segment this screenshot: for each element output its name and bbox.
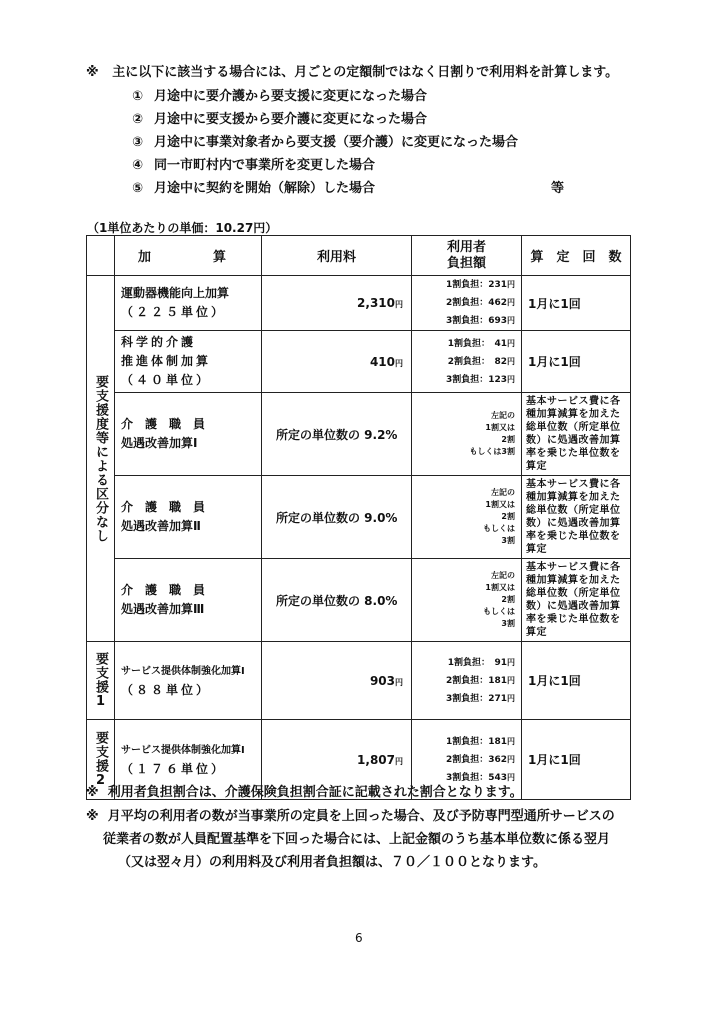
unit-price-note: （1単位あたりの単価：10.27円）: [87, 221, 278, 235]
fee-percent: 所定の単位数の 9.0%: [262, 476, 412, 559]
list-item: ④ 同一市町村内で事業所を変更した場合: [132, 158, 376, 173]
etc-label: 等: [551, 181, 565, 196]
footnote-2-line3: （又は翌々月）の利用料及び利用者負担額は、７０／１００となります。: [118, 855, 546, 870]
burden-text: 左記の 1割又は 2割 もしくは3割: [412, 393, 522, 476]
table-row: [87, 393, 631, 476]
fee-percent: 所定の単位数の 8.0%: [262, 559, 412, 642]
fee-percent: 所定の単位数の 9.2%: [262, 393, 412, 476]
intro-note: [86, 64, 618, 82]
count-value: 1月に1回: [522, 720, 631, 800]
kasan-name: 介 護 職 員 処遇改善加算Ⅱ: [115, 476, 262, 559]
burden-amount: 1割負担： 41円 2割負担： 82円 3割負担：123円: [412, 331, 522, 393]
burden-text: 左記の 1割又は 2割 もしくは 3割: [412, 559, 522, 642]
list-item: ③ 月途中に事業対象者から要支援（要介護）に変更になった場合: [132, 135, 519, 150]
burden-amount: 1割負担：181円 2割負担：362円 3割負担：543円: [412, 720, 522, 800]
count-value: 1月に1回: [522, 642, 631, 720]
fee-amount: 410円: [262, 331, 412, 393]
note-mark: ※: [86, 65, 99, 80]
table-header-row: [87, 236, 631, 276]
count-value: 1月に1回: [522, 276, 631, 331]
intro-heading: 主に以下に該当する場合には、月ごとの定額制ではなく日割りで利用料を計算します。: [112, 65, 619, 80]
burden-amount: 1割負担：231円 2割負担：462円 3割負担：693円: [412, 276, 522, 331]
kasan-name: サービス提供体制強化加算Ⅰ （８８単位）: [115, 642, 262, 720]
table-row: [87, 331, 631, 393]
kasan-name: 科学的介護 推進体制加算 （４０単位）: [115, 331, 262, 393]
page-number: 6: [355, 931, 363, 945]
count-text: 基本サービス費に各種加算減算を加えた総単位数（所定単位数）に処遇改善加算率を乗じた単位数を算定: [522, 476, 631, 559]
count-value: 1月に1回: [522, 331, 631, 393]
list-item: ⑤ 月途中に契約を開始（解除）した場合: [132, 181, 376, 196]
fee-table: [86, 235, 631, 800]
table-row: [87, 559, 631, 642]
kasan-name: 運動器機能向上加算 （２２５単位）: [115, 276, 262, 331]
group-label-support1: 要支援1: [87, 642, 115, 720]
kasan-name: 介 護 職 員 処遇改善加算Ⅲ: [115, 559, 262, 642]
table-row: [87, 476, 631, 559]
list-item: ② 月途中に要支援から要介護に変更になった場合: [132, 112, 428, 127]
fee-amount: 1,807円: [262, 720, 412, 800]
list-item: ① 月途中に要介護から要支援に変更になった場合: [132, 89, 428, 104]
group-label-none: 要支援度等による区分なし: [87, 276, 115, 642]
header-burden: 利用者 負担額: [412, 236, 522, 276]
footnote-2-line2: 従業者の数が人員配置基準を下回った場合には、上記金額のうち基本単位数に係る翌月: [103, 832, 611, 847]
footnote-1: ※ 利用者負担割合は、介護保険負担割合証に記載された割合となります。: [86, 785, 523, 800]
table-row: [87, 642, 631, 720]
kasan-name: サービス提供体制強化加算Ⅰ （１７６単位）: [115, 720, 262, 800]
footnote-2: ※ 月平均の利用者の数が当事業所の定員を上回った場合、及び予防専門型通所サービスの: [86, 809, 615, 824]
table-row: [87, 276, 631, 331]
group-label-support2: 要支援2: [87, 720, 115, 800]
count-text: 基本サービス費に各種加算減算を加えた総単位数（所定単位数）に処遇改善加算率を乗じた単位数を算定: [522, 559, 631, 642]
header-fee: 利用料: [262, 236, 412, 276]
fee-amount: 2,310円: [262, 276, 412, 331]
header-kasan: 加 算: [115, 236, 262, 276]
burden-amount: 1割負担： 91円 2割負担：181円 3割負担：271円: [412, 642, 522, 720]
burden-text: 左記の 1割又は 2割 もしくは 3割: [412, 476, 522, 559]
header-count: 算 定 回 数: [522, 236, 631, 276]
kasan-name: 介 護 職 員 処遇改善加算Ⅰ: [115, 393, 262, 476]
fee-amount: 903円: [262, 642, 412, 720]
count-text: 基本サービス費に各種加算減算を加えた総単位数（所定単位数）に処遇改善加算率を乗じた単位数を算定: [522, 393, 631, 476]
